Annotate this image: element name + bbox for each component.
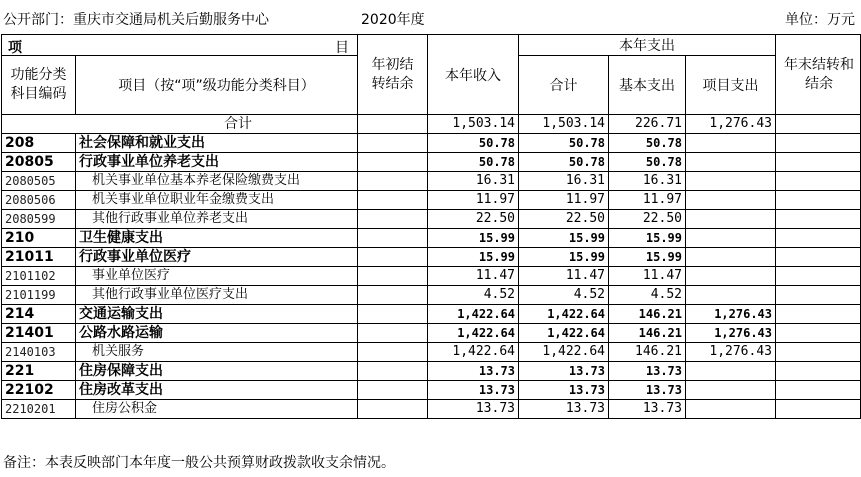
table-row	[2, 248, 861, 267]
header-basic: 基本支出	[609, 56, 686, 115]
cell-name: 机关事业单位职业年金缴费支出	[76, 191, 358, 210]
table-row	[2, 286, 861, 305]
table-row	[2, 153, 861, 172]
table-row	[2, 324, 861, 343]
table-header	[2, 35, 861, 115]
header-carry-begin: 年初结转结余	[358, 35, 428, 115]
cell-carry-begin	[358, 172, 428, 191]
cell-project	[686, 267, 776, 286]
table-row	[2, 229, 861, 248]
header-mu: 目	[335, 40, 349, 56]
cell-total: 13.73	[519, 362, 609, 381]
cell-total: 50.78	[519, 134, 609, 153]
budget-table	[1, 34, 861, 419]
total-carry-begin	[358, 115, 428, 134]
cell-code: 221	[2, 362, 76, 381]
cell-income: 50.78	[428, 134, 519, 153]
cell-income: 16.31	[428, 172, 519, 191]
cell-total: 1,422.64	[519, 324, 609, 343]
cell-name: 交通运输支出	[76, 305, 358, 324]
cell-total: 15.99	[519, 248, 609, 267]
cell-name: 其他行政事业单位养老支出	[76, 210, 358, 229]
cell-income: 50.78	[428, 153, 519, 172]
cell-carry-end	[776, 153, 861, 172]
cell-total: 16.31	[519, 172, 609, 191]
table-body	[2, 115, 861, 419]
total-project: 1,276.43	[686, 115, 776, 134]
cell-name: 卫生健康支出	[76, 229, 358, 248]
cell-project: 1,276.43	[686, 324, 776, 343]
cell-carry-begin	[358, 324, 428, 343]
cell-carry-begin	[358, 267, 428, 286]
total-total: 1,503.14	[519, 115, 609, 134]
cell-income: 15.99	[428, 229, 519, 248]
cell-name: 住房公积金	[76, 400, 358, 419]
cell-name: 行政事业单位养老支出	[76, 153, 358, 172]
cell-total: 1,422.64	[519, 305, 609, 324]
table-row	[2, 381, 861, 400]
cell-income: 13.73	[428, 362, 519, 381]
cell-carry-end	[776, 267, 861, 286]
cell-code: 210	[2, 229, 76, 248]
cell-total: 13.73	[519, 400, 609, 419]
cell-carry-begin	[358, 286, 428, 305]
table-row	[2, 343, 861, 362]
cell-carry-begin	[358, 134, 428, 153]
cell-total: 50.78	[519, 153, 609, 172]
cell-code: 2080506	[2, 191, 76, 210]
cell-basic: 15.99	[609, 229, 686, 248]
cell-total: 11.47	[519, 267, 609, 286]
cell-code: 2140103	[2, 343, 76, 362]
cell-project: 1,276.43	[686, 343, 776, 362]
cell-carry-end	[776, 305, 861, 324]
cell-basic: 13.73	[609, 362, 686, 381]
cell-name: 事业单位医疗	[76, 267, 358, 286]
total-basic: 226.71	[609, 115, 686, 134]
cell-carry-begin	[358, 191, 428, 210]
table-row	[2, 400, 861, 419]
cell-carry-end	[776, 229, 861, 248]
cell-basic: 146.21	[609, 305, 686, 324]
cell-basic: 11.47	[609, 267, 686, 286]
cell-income: 1,422.64	[428, 305, 519, 324]
cell-carry-begin	[358, 305, 428, 324]
cell-total: 15.99	[519, 229, 609, 248]
cell-name: 住房保障支出	[76, 362, 358, 381]
cell-carry-end	[776, 400, 861, 419]
header-total: 合计	[519, 56, 609, 115]
cell-basic: 16.31	[609, 172, 686, 191]
cell-carry-end	[776, 191, 861, 210]
header-expense-group: 本年支出	[519, 35, 776, 56]
cell-code: 214	[2, 305, 76, 324]
table-row	[2, 305, 861, 324]
cell-basic: 50.78	[609, 134, 686, 153]
cell-project	[686, 172, 776, 191]
cell-basic: 11.97	[609, 191, 686, 210]
cell-carry-begin	[358, 381, 428, 400]
footnote: 备注：本表反映部门本年度一般公共预算财政拨款收支余情况。	[3, 455, 395, 471]
header-project: 项目支出	[686, 56, 776, 115]
cell-carry-end	[776, 324, 861, 343]
cell-carry-begin	[358, 229, 428, 248]
table-row	[2, 134, 861, 153]
cell-carry-end	[776, 134, 861, 153]
cell-code: 2080599	[2, 210, 76, 229]
cell-name: 机关事业单位基本养老保险缴费支出	[76, 172, 358, 191]
cell-project	[686, 134, 776, 153]
cell-name: 公路水路运输	[76, 324, 358, 343]
header-xiang: 项	[8, 40, 22, 56]
header-code: 功能分类科目编码	[2, 56, 76, 115]
cell-code: 21011	[2, 248, 76, 267]
report-header	[0, 0, 861, 34]
cell-carry-end	[776, 248, 861, 267]
cell-carry-begin	[358, 343, 428, 362]
cell-basic: 146.21	[609, 343, 686, 362]
cell-project	[686, 191, 776, 210]
cell-project: 1,276.43	[686, 305, 776, 324]
cell-basic: 22.50	[609, 210, 686, 229]
cell-basic: 13.73	[609, 381, 686, 400]
cell-name: 社会保障和就业支出	[76, 134, 358, 153]
cell-basic: 146.21	[609, 324, 686, 343]
header-income: 本年收入	[428, 35, 519, 115]
cell-income: 4.52	[428, 286, 519, 305]
cell-carry-end	[776, 362, 861, 381]
cell-name: 住房改革支出	[76, 381, 358, 400]
cell-basic: 15.99	[609, 248, 686, 267]
cell-carry-end	[776, 210, 861, 229]
cell-total: 1,422.64	[519, 343, 609, 362]
cell-income: 1,422.64	[428, 324, 519, 343]
cell-code: 208	[2, 134, 76, 153]
header-carry-end: 年末结转和结余	[776, 35, 861, 115]
cell-project	[686, 362, 776, 381]
cell-total: 11.97	[519, 191, 609, 210]
cell-carry-begin	[358, 153, 428, 172]
cell-code: 22102	[2, 381, 76, 400]
header-xiang-mu	[2, 35, 358, 56]
cell-income: 1,422.64	[428, 343, 519, 362]
cell-project	[686, 286, 776, 305]
total-income: 1,503.14	[428, 115, 519, 134]
cell-income: 15.99	[428, 248, 519, 267]
cell-total: 13.73	[519, 381, 609, 400]
cell-project	[686, 400, 776, 419]
header-item: 项目（按“项”级功能分类科目）	[76, 56, 358, 115]
table-row	[2, 191, 861, 210]
cell-total: 22.50	[519, 210, 609, 229]
table-row	[2, 172, 861, 191]
cell-name: 其他行政事业单位医疗支出	[76, 286, 358, 305]
cell-carry-end	[776, 172, 861, 191]
cell-carry-end	[776, 343, 861, 362]
cell-basic: 13.73	[609, 400, 686, 419]
cell-project	[686, 210, 776, 229]
cell-income: 22.50	[428, 210, 519, 229]
report-year: 2020年度	[361, 12, 425, 28]
cell-carry-begin	[358, 248, 428, 267]
cell-income: 11.47	[428, 267, 519, 286]
table-row	[2, 210, 861, 229]
cell-project	[686, 229, 776, 248]
cell-income: 13.73	[428, 381, 519, 400]
department-label: 公开部门：重庆市交通局机关后勤服务中心	[3, 12, 269, 28]
cell-income: 13.73	[428, 400, 519, 419]
cell-code: 20805	[2, 153, 76, 172]
cell-project	[686, 248, 776, 267]
cell-name: 机关服务	[76, 343, 358, 362]
cell-code: 2210201	[2, 400, 76, 419]
cell-basic: 50.78	[609, 153, 686, 172]
cell-basic: 4.52	[609, 286, 686, 305]
unit-label: 单位：万元	[785, 12, 855, 28]
cell-name: 行政事业单位医疗	[76, 248, 358, 267]
cell-carry-begin	[358, 210, 428, 229]
cell-code: 2101199	[2, 286, 76, 305]
cell-code: 2101102	[2, 267, 76, 286]
cell-carry-begin	[358, 362, 428, 381]
total-label: 合计	[2, 115, 358, 134]
cell-total: 4.52	[519, 286, 609, 305]
cell-project	[686, 381, 776, 400]
total-carry-end	[776, 115, 861, 134]
cell-code: 2080505	[2, 172, 76, 191]
cell-carry-end	[776, 286, 861, 305]
cell-project	[686, 153, 776, 172]
cell-code: 21401	[2, 324, 76, 343]
cell-carry-begin	[358, 400, 428, 419]
table-row	[2, 362, 861, 381]
table-row	[2, 267, 861, 286]
cell-income: 11.97	[428, 191, 519, 210]
cell-carry-end	[776, 381, 861, 400]
total-row	[2, 115, 861, 134]
